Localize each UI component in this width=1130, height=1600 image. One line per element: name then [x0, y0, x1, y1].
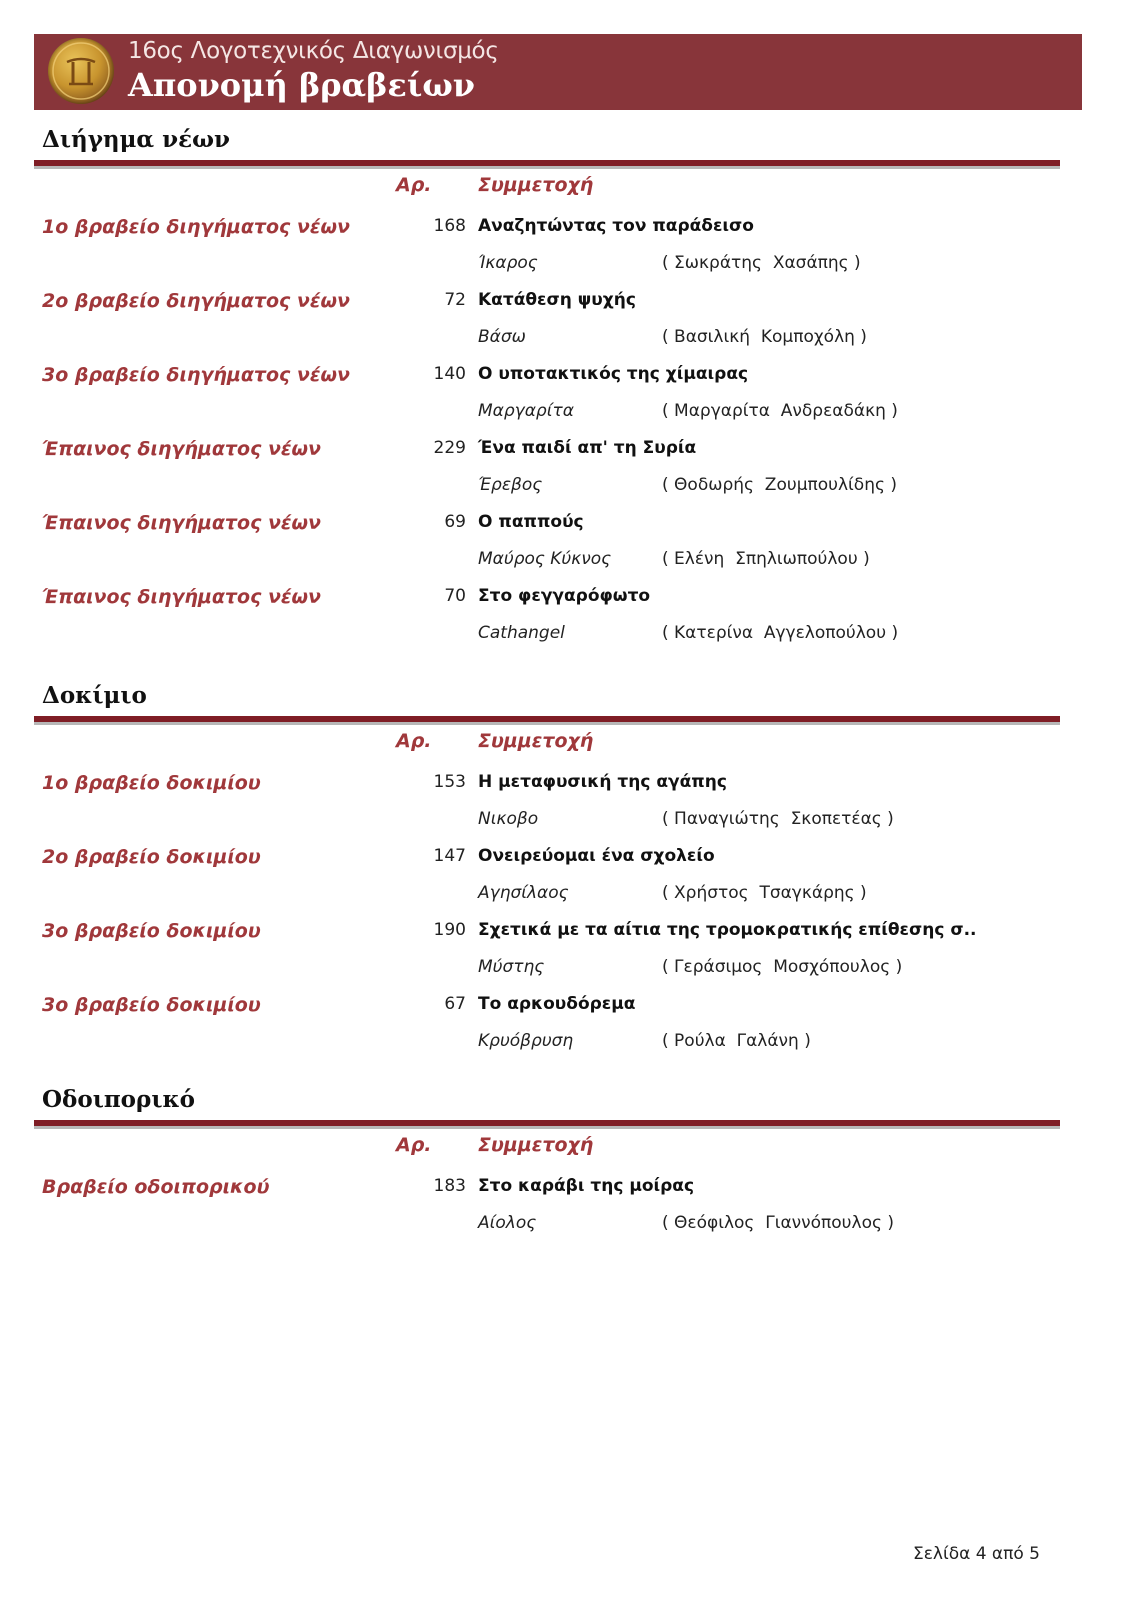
pseudonym: Νικοβο	[478, 809, 539, 829]
author-name: ( Χρήστος Τσαγκάρης )	[662, 883, 867, 903]
work-title: Στο καράβι της μοίρας	[478, 1176, 695, 1196]
entry-number: 72	[444, 290, 466, 310]
section-divider-shadow	[34, 722, 1060, 725]
award-label: Έπαινος διηγήματος νέων	[42, 438, 321, 460]
col-header-entry: Συμμετοχή	[478, 174, 594, 196]
award-label: Έπαινος διηγήματος νέων	[42, 512, 321, 534]
award-label: 2ο βραβείο δοκιμίου	[42, 846, 261, 868]
author-name: ( Παναγιώτης Σκοπετέας )	[662, 809, 894, 829]
award-label: 3ο βραβείο διηγήματος νέων	[42, 364, 350, 386]
work-title: Αναζητώντας τον παράδεισο	[478, 216, 754, 236]
col-header-number: Αρ.	[396, 730, 432, 752]
section-short-story-youth	[34, 126, 1060, 646]
entry-number: 153	[433, 772, 466, 792]
col-header-number: Αρ.	[396, 1134, 432, 1156]
section-divider-shadow	[34, 1126, 1060, 1129]
contest-subtitle: 16ος Λογοτεχνικός Διαγωνισμός	[128, 38, 499, 64]
entry-number: 168	[433, 216, 466, 236]
work-title: Ο υποτακτικός της χίμαιρας	[478, 364, 749, 384]
page-title: Απονομή βραβείων	[128, 66, 475, 104]
pseudonym: Ίκαρος	[478, 253, 538, 273]
pseudonym: Μαργαρίτα	[478, 401, 574, 421]
work-title: Ο παππούς	[478, 512, 584, 532]
entry-number: 147	[433, 846, 466, 866]
section-essay	[34, 682, 1060, 1052]
entry-number: 183	[433, 1176, 466, 1196]
pseudonym: Έρεβος	[478, 475, 543, 495]
col-header-entry: Συμμετοχή	[478, 730, 594, 752]
work-title: Σχετικά με τα αίτια της τρομοκρατικής επίθεσης σ..	[478, 920, 977, 940]
work-title: Ονειρεύομαι ένα σχολείο	[478, 846, 715, 866]
col-header-number: Αρ.	[396, 174, 432, 196]
entry-number: 67	[444, 994, 466, 1014]
page-number: Σελίδα 4 από 5	[912, 1544, 1040, 1564]
medal-logo	[48, 38, 114, 104]
pseudonym: Αίολος	[478, 1213, 537, 1233]
header-banner	[34, 34, 1082, 110]
col-header-entry: Συμμετοχή	[478, 1134, 594, 1156]
work-title: Ένα παιδί απ' τη Συρία	[478, 438, 697, 458]
author-name: ( Ελένη Σπηλιωπούλου )	[662, 549, 870, 569]
author-name: ( Θοδωρής Ζουμπουλίδης )	[662, 475, 897, 495]
work-title: Κατάθεση ψυχής	[478, 290, 636, 310]
medal-emblem-icon	[48, 38, 114, 104]
pseudonym: Cathangel	[478, 623, 565, 643]
entry-number: 190	[433, 920, 466, 940]
author-name: ( Θεόφιλος Γιαννόπουλος )	[662, 1213, 894, 1233]
author-name: ( Μαργαρίτα Ανδρεαδάκη )	[662, 401, 898, 421]
work-title: Το αρκουδόρεμα	[478, 994, 636, 1014]
pseudonym: Αγησίλαος	[478, 883, 569, 903]
entry-number: 140	[433, 364, 466, 384]
author-name: ( Βασιλική Κομποχόλη )	[662, 327, 867, 347]
pseudonym: Κρυόβρυση	[478, 1031, 574, 1051]
section-title: Οδοιπορικό	[42, 1086, 196, 1113]
award-label: 2ο βραβείο διηγήματος νέων	[42, 290, 350, 312]
award-label: Βραβείο οδοιπορικού	[42, 1176, 270, 1198]
award-label: Έπαινος διηγήματος νέων	[42, 586, 321, 608]
section-title: Δοκίμιο	[42, 682, 147, 709]
section-divider-shadow	[34, 166, 1060, 169]
author-name: ( Κατερίνα Αγγελοπούλου )	[662, 623, 899, 643]
section-travelogue	[34, 1086, 1060, 1246]
author-name: ( Σωκράτης Χασάπης )	[662, 253, 861, 273]
pseudonym: Βάσω	[478, 327, 526, 347]
award-label: 1ο βραβείο δοκιμίου	[42, 772, 261, 794]
section-title: Διήγημα νέων	[42, 126, 230, 153]
entry-number: 70	[444, 586, 466, 606]
pseudonym: Μαύρος Κύκνος	[478, 549, 612, 569]
work-title: Στο φεγγαρόφωτο	[478, 586, 651, 606]
entry-number: 69	[444, 512, 466, 532]
award-label: 3ο βραβείο δοκιμίου	[42, 920, 261, 942]
pseudonym: Μύστης	[478, 957, 545, 977]
entry-number: 229	[433, 438, 466, 458]
award-label: 1ο βραβείο διηγήματος νέων	[42, 216, 350, 238]
award-label: 3ο βραβείο δοκιμίου	[42, 994, 261, 1016]
work-title: Η μεταφυσική της αγάπης	[478, 772, 727, 792]
author-name: ( Γεράσιμος Μοσχόπουλος )	[662, 957, 903, 977]
author-name: ( Ρούλα Γαλάνη )	[662, 1031, 811, 1051]
